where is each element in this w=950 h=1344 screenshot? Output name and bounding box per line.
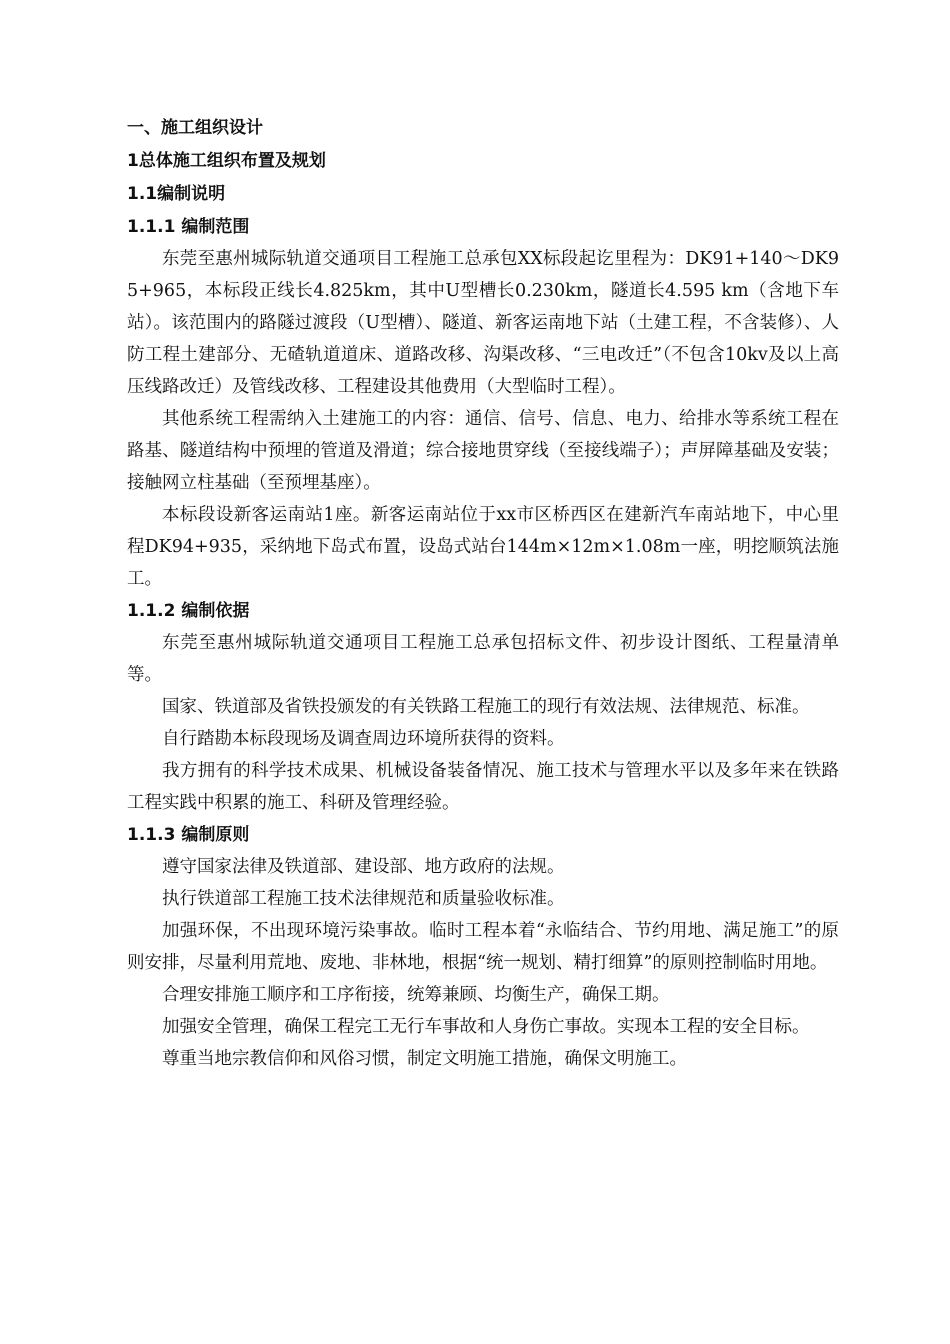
paragraph-principle-6: 尊重当地宗教信仰和风俗习惯，制定文明施工措施，确保文明施工。: [162, 1049, 687, 1069]
paragraph-basis-2: 国家、铁道部及省铁投颁发的有关铁路工程施工的现行有效法规、法律规范、标准。: [162, 697, 810, 717]
heading-part-one: 一、施工组织设计: [127, 118, 263, 138]
document-body: [127, 112, 839, 1075]
heading-section-1-1-3: 1.1.3 编制原则: [127, 825, 250, 845]
heading-section-1-1-1: 1.1.1 编制范围: [127, 217, 250, 237]
paragraph-principle-4: 合理安排施工顺序和工序衔接，统筹兼顾、均衡生产，确保工期。: [162, 985, 670, 1005]
paragraph-basis-4: 我方拥有的科学技术成果、机械设备装备情况、施工技术与管理水平以及多年来在铁路工程实践中积累的施工、科研及管理经验。: [127, 761, 839, 813]
paragraph-principle-2: 执行铁道部工程施工技术法律规范和质量验收标准。: [162, 889, 565, 909]
paragraph-basis-3: 自行踏勘本标段现场及调查周边环境所获得的资料。: [162, 729, 565, 749]
paragraph-principle-1: 遵守国家法律及铁道部、建设部、地方政府的法规。: [162, 857, 565, 877]
heading-section-1-1-2: 1.1.2 编制依据: [127, 601, 250, 621]
paragraph-scope-3: 本标段设新客运南站1座。新客运南站位于xx市区桥西区在建新汽车南站地下，中心里程DK94+935，采纳地下岛式布置，设岛式站台144m×12m×1.08m一座，明挖顺筑法施工。: [127, 505, 839, 589]
heading-section-1: 1总体施工组织布置及规划: [127, 151, 326, 171]
paragraph-principle-3: 加强环保，不出现环境污染事故。临时工程本着“永临结合、节约用地、满足施工”的原则安排，尽量利用荒地、废地、非林地，根据“统一规划、精打细算”的原则控制临时用地。: [127, 921, 839, 973]
paragraph-scope-2: 其他系统工程需纳入土建施工的内容：通信、信号、信息、电力、给排水等系统工程在路基、隧道结构中预埋的管道及滑道；综合接地贯穿线（至接线端子）；声屏障基础及安装；接触网立柱基础（至预埋基座）。: [127, 409, 839, 493]
paragraph-principle-5: 加强安全管理，确保工程完工无行车事故和人身伤亡事故。实现本工程的安全目标。: [162, 1017, 810, 1037]
paragraph-scope-1: 东莞至惠州城际轨道交通项目工程施工总承包XX标段起讫里程为：DK91+140～DK95+965，本标段正线长4.825km，其中U型槽长0.230km，隧道长4.595 km（含地下车站）。该范围内的路隧过渡段（U型槽）、隧道、新客运南地下站（土建工程，不含装修）、人防工程土建部分、无碴轨道道床、道路改移、沟渠改移、“三电改迁”（不包含10kv及以上高压线路改迁）及管线改移、工程建设其他费用（大型临时工程）。: [127, 249, 839, 397]
heading-section-1-1: 1.1编制说明: [127, 184, 226, 204]
paragraph-basis-1: 东莞至惠州城际轨道交通项目工程施工总承包招标文件、初步设计图纸、工程量清单等。: [127, 633, 839, 685]
